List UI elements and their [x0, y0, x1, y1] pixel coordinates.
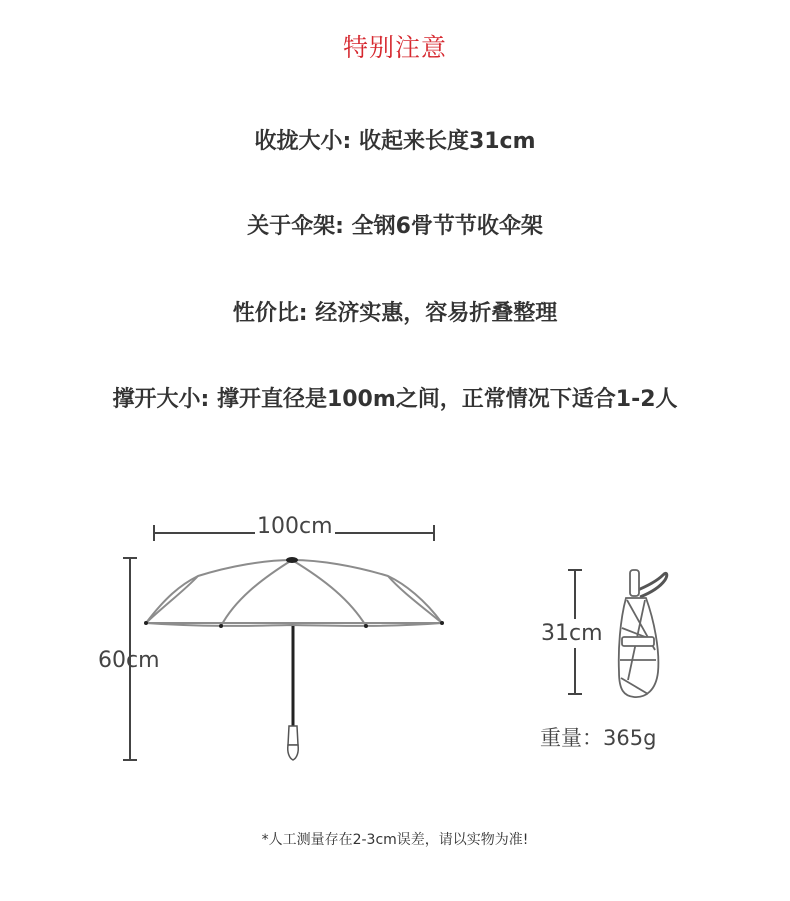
spec-value: 经济实惠，容易折叠整理 — [315, 301, 558, 326]
open-height-label: 60cm — [98, 648, 160, 673]
spec-label: 收拢大小: — [254, 129, 352, 154]
measurement-note: *人工测量存在2-3cm误差，请以实物为准! — [261, 832, 529, 848]
spec-value: 撑开直径是100m之间，正常情况下适合1-2人 — [216, 387, 678, 412]
weight-info — [540, 722, 656, 752]
folded-length-label: 31cm — [541, 621, 603, 646]
spec-label: 关于伞架: — [247, 214, 344, 239]
spec-label: 性价比: — [232, 301, 308, 326]
spec-value: 全钢6骨节节收伞架 — [351, 214, 543, 239]
open-width-label: 100cm — [257, 514, 333, 539]
weight-label: 重量： — [540, 726, 603, 750]
folded-umbrella-icon — [619, 570, 667, 697]
page-title: 特别注意 — [342, 33, 447, 62]
spec-label: 撑开大小: — [112, 387, 210, 412]
open-umbrella-icon — [144, 557, 444, 760]
weight-value: 365g — [603, 726, 657, 750]
spec-value: 收起来长度31cm — [358, 129, 536, 154]
